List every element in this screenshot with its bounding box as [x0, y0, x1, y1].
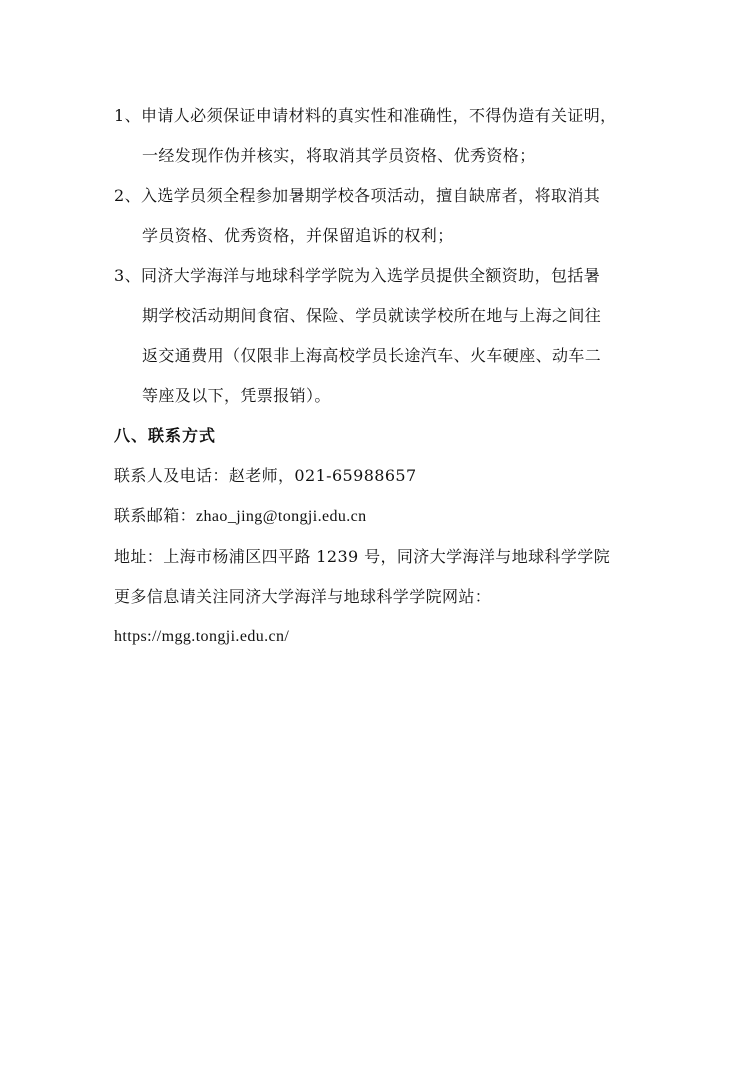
rule-2-line-2: 学员资格、优秀资格，并保留追诉的权利；: [142, 226, 454, 245]
rule-3-line-3: 返交通费用（仅限非上海高校学员长途汽车、火车硬座、动车二: [142, 346, 602, 365]
contact-address-row: [114, 537, 650, 577]
rule-3-line-1: 3、同济大学海洋与地球科学学院为入选学员提供全额资助，包括暑: [114, 266, 601, 285]
rule-3-line-4: 等座及以下，凭票报销）。: [142, 386, 331, 405]
rule-1-line-2: 一经发现作伪并核实，将取消其学员资格、优秀资格；: [142, 146, 536, 165]
contact-email-value[interactable]: zhao_jing@tongji.edu.cn: [196, 508, 367, 525]
rule-item-1: [114, 96, 650, 176]
website-link[interactable]: https://mgg.tongji.edu.cn/: [114, 628, 290, 645]
contact-person-row: [114, 456, 650, 496]
rule-1-line-1: 1、申请人必须保证申请材料的真实性和准确性，不得伪造有关证明，: [114, 106, 617, 125]
section-heading-contact: 八、联系方式: [114, 426, 217, 445]
contact-email-label: 联系邮箱：: [114, 506, 197, 525]
rule-2-line-1: 2、入选学员须全程参加暑期学校各项活动，擅自缺席者，将取消其: [114, 186, 601, 205]
more-info-text: 更多信息请关注同济大学海洋与地球科学学院网站：: [114, 587, 492, 606]
rule-item-2: [114, 176, 650, 256]
contact-person-value: 赵老师，021-65988657: [228, 466, 417, 485]
contact-address-label: 地址：: [114, 547, 164, 566]
contact-person-label: 联系人及电话：: [114, 466, 229, 485]
contact-email-row: [114, 496, 650, 537]
document-content: [114, 96, 650, 657]
rule-item-3: [114, 256, 650, 416]
rule-3-line-2: 期学校活动期间食宿、保险、学员就读学校所在地与上海之间往: [142, 306, 602, 325]
contact-address-value: 上海市杨浦区四平路 1239 号，同济大学海洋与地球科学学院: [163, 547, 611, 566]
